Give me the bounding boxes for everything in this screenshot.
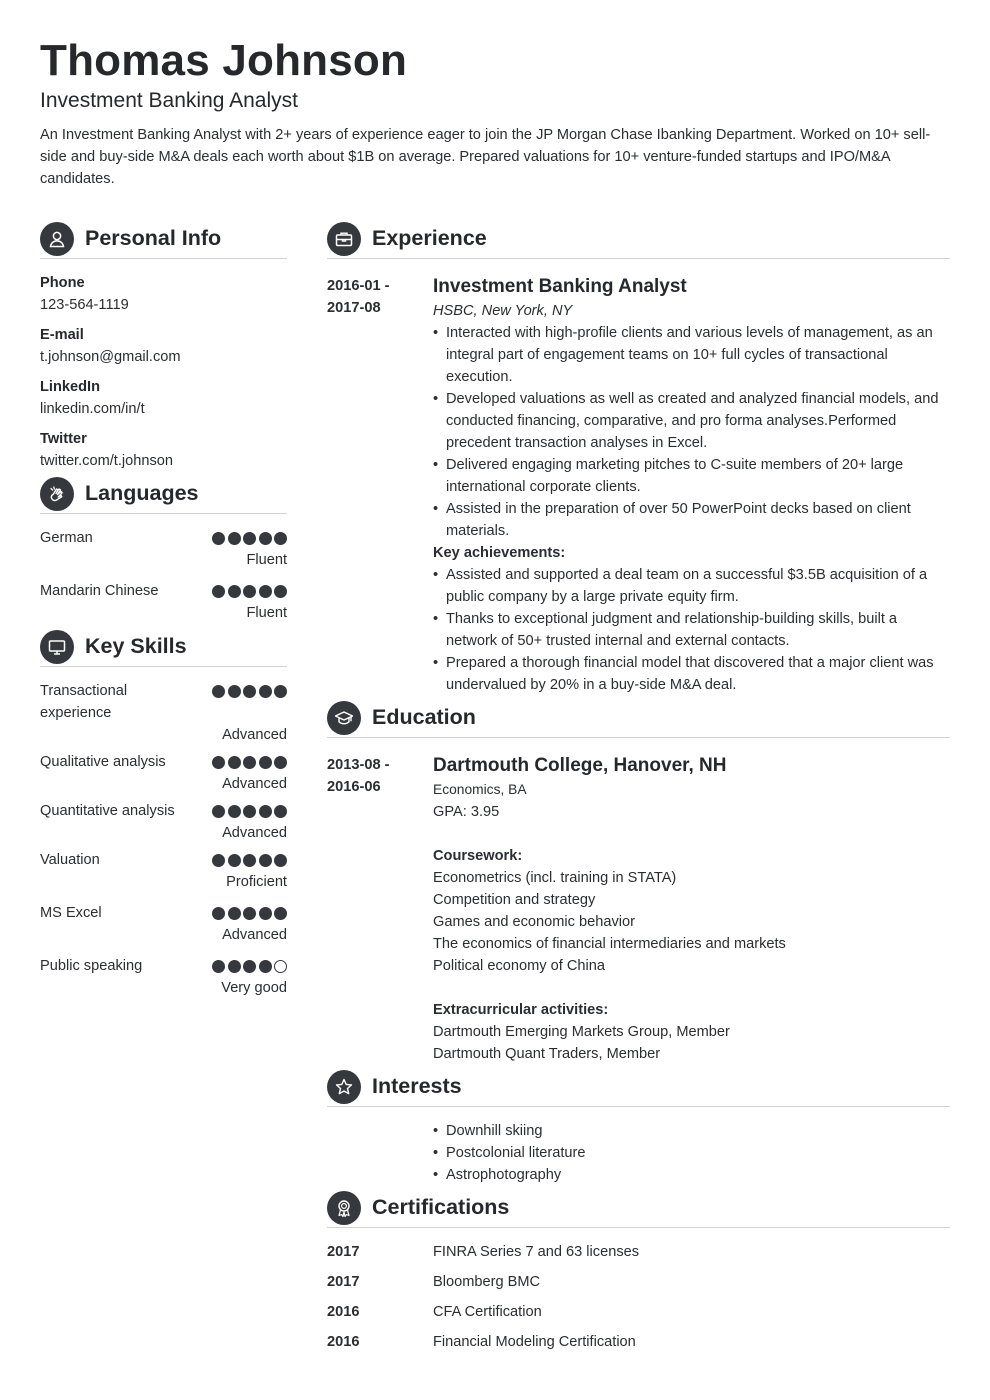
rating-dot-filled <box>228 805 241 818</box>
certification-row <box>327 1271 950 1293</box>
rating-dot-filled <box>274 854 287 867</box>
certification-row <box>327 1331 950 1353</box>
skill-item <box>40 902 287 946</box>
experience-body <box>433 275 950 696</box>
section-title: Interests <box>372 1074 462 1098</box>
section-title: Certifications <box>372 1195 510 1219</box>
rating-dot-filled <box>228 960 241 973</box>
coursework-item: Competition and strategy <box>433 892 596 908</box>
list-item: • Assisted in the preparation of over 50 PowerPoint decks based on client materials. <box>433 498 950 542</box>
skill-item <box>40 849 287 893</box>
cert-name: Financial Modeling Certification <box>433 1334 636 1350</box>
rating-dot-filled <box>228 756 241 769</box>
candidate-title: Investment Banking Analyst <box>40 89 298 112</box>
rating-dot-filled <box>259 585 272 598</box>
section-title: Languages <box>85 481 199 505</box>
monitor-icon <box>40 630 74 664</box>
cert-year: 2017 <box>327 1244 360 1260</box>
rating-dot-filled <box>274 907 287 920</box>
interests-heading <box>327 1067 950 1107</box>
rating-dot-filled <box>274 585 287 598</box>
star-icon <box>327 1070 361 1104</box>
skill-item <box>40 751 287 795</box>
twitter-value: twitter.com/t.johnson <box>40 453 174 469</box>
rating-dot-filled <box>212 685 225 698</box>
rating-dots <box>212 960 287 973</box>
education-dates <box>327 754 417 798</box>
key-skills-heading <box>40 627 287 667</box>
skill-name: Valuation <box>40 852 100 868</box>
skill-name: Public speaking <box>40 958 143 974</box>
rating-dot-filled <box>274 685 287 698</box>
interest-item: • Postcolonial literature <box>433 1142 950 1164</box>
skill-level: Advanced <box>222 825 287 841</box>
gpa: GPA: 3.95 <box>433 804 500 820</box>
rating-dot-filled <box>212 756 225 769</box>
rating-dot-filled <box>259 756 272 769</box>
rating-dot-filled <box>259 805 272 818</box>
rating-dot-filled <box>243 960 256 973</box>
section-title: Education <box>372 705 476 729</box>
rating-dot-filled <box>243 907 256 920</box>
rating-dot-filled <box>259 907 272 920</box>
cert-name: CFA Certification <box>433 1304 542 1320</box>
coursework-item: Political economy of China <box>433 958 605 974</box>
language-name: German <box>40 530 93 546</box>
rating-dot-filled <box>212 585 225 598</box>
skill-level: Advanced <box>222 927 287 943</box>
skill-level: Advanced <box>222 776 287 792</box>
date-start: 2013-08 - <box>327 757 390 773</box>
skill-item <box>40 800 287 844</box>
rating-dot-filled <box>274 532 287 545</box>
coursework-item: Games and economic behavior <box>433 914 635 930</box>
list-item: • Delivered engaging marketing pitches to C-suite members of 20+ large international corporate clients. <box>433 454 950 498</box>
rating-dots <box>212 532 287 545</box>
skill-name: Transactional experience <box>40 683 128 721</box>
skill-level: Proficient <box>226 874 287 890</box>
rating-dots <box>212 585 287 598</box>
achievements-label: Key achievements: <box>433 545 566 561</box>
skill-level: Very good <box>221 980 287 996</box>
extracurricular-item: Dartmouth Quant Traders, Member <box>433 1046 661 1062</box>
cert-year: 2016 <box>327 1304 360 1320</box>
rating-dots <box>212 756 287 769</box>
languages-heading <box>40 474 287 514</box>
education-heading <box>327 698 950 738</box>
rating-dot-filled <box>228 685 241 698</box>
coursework-item: The economics of financial intermediaries and markets <box>433 936 786 952</box>
certifications-heading <box>327 1188 950 1228</box>
rating-dot-filled <box>243 685 256 698</box>
skills-list <box>40 680 287 999</box>
twitter-label: Twitter <box>40 431 87 447</box>
extracurricular-label: Extracurricular activities: <box>433 1002 609 1018</box>
cert-name: Bloomberg BMC <box>433 1274 541 1290</box>
skill-item <box>40 680 287 746</box>
interests-list <box>433 1120 950 1186</box>
rating-dot-filled <box>259 532 272 545</box>
degree: Economics, BA <box>433 782 527 797</box>
list-item: • Prepared a thorough financial model that discovered that a major client was undervalued by 20% in a buy-side M&A deal. <box>433 652 950 696</box>
rating-dot-filled <box>274 805 287 818</box>
personal-info-list <box>40 272 287 480</box>
list-item: • Developed valuations as well as created and analyzed financial models, and conducted financing, comparative, and pro forma analyses.Performed precedent transaction analyses in Excel. <box>433 388 950 454</box>
rating-dot-filled <box>243 756 256 769</box>
responsibilities-list <box>433 322 950 542</box>
hand-gesture-icon <box>40 477 74 511</box>
skill-name: MS Excel <box>40 905 102 921</box>
personal-info-heading <box>40 219 287 259</box>
rating-dot-filled <box>228 907 241 920</box>
rating-dot-filled <box>243 532 256 545</box>
linkedin-label: LinkedIn <box>40 379 100 395</box>
user-icon <box>40 222 74 256</box>
rating-dot-filled <box>212 532 225 545</box>
rating-dot-filled <box>243 854 256 867</box>
rating-dots <box>212 685 287 698</box>
interest-item: • Astrophotography <box>433 1164 950 1186</box>
rating-dot-filled <box>212 805 225 818</box>
interests-body <box>433 1120 950 1186</box>
phone-label: Phone <box>40 275 85 291</box>
graduation-cap-icon <box>327 701 361 735</box>
rating-dot-filled <box>212 854 225 867</box>
education-body <box>433 754 950 1065</box>
linkedin-value: linkedin.com/in/t <box>40 401 145 417</box>
cert-year: 2017 <box>327 1274 360 1290</box>
school-name: Dartmouth College, Hanover, NH <box>433 755 727 776</box>
candidate-name: Thomas Johnson <box>40 36 408 85</box>
rating-dot-filled <box>228 854 241 867</box>
email-label: E-mail <box>40 327 84 343</box>
skill-level: Advanced <box>222 727 287 743</box>
list-item: • Thanks to exceptional judgment and relationship-building skills, built a network of 50+ trusted internal and external contacts. <box>433 608 950 652</box>
date-start: 2016-01 - <box>327 278 390 294</box>
rating-dots <box>212 854 287 867</box>
cert-year: 2016 <box>327 1334 360 1350</box>
interest-item: • Downhill skiing <box>433 1120 950 1142</box>
rating-dot-filled <box>259 960 272 973</box>
rating-dot-empty <box>274 960 287 973</box>
rating-dots <box>212 907 287 920</box>
language-level: Fluent <box>246 552 287 568</box>
cert-name: FINRA Series 7 and 63 licenses <box>433 1244 640 1260</box>
rating-dot-filled <box>259 685 272 698</box>
languages-list <box>40 527 287 624</box>
rating-dot-filled <box>274 756 287 769</box>
section-title: Experience <box>372 226 487 250</box>
coursework-label: Coursework: <box>433 848 523 864</box>
date-end: 2017-08 <box>327 300 381 316</box>
rating-dot-filled <box>228 532 241 545</box>
email-value: t.johnson@gmail.com <box>40 349 181 365</box>
company-name: HSBC, New York, NY <box>433 303 573 319</box>
achievements-list <box>433 564 950 696</box>
coursework-item: Econometrics (incl. training in STATA) <box>433 870 677 886</box>
rating-dot-filled <box>228 585 241 598</box>
section-title: Personal Info <box>85 226 222 250</box>
rating-dot-filled <box>212 960 225 973</box>
language-name: Mandarin Chinese <box>40 583 159 599</box>
skill-name: Quantitative analysis <box>40 803 175 819</box>
language-item <box>40 527 287 571</box>
certification-row <box>327 1301 950 1323</box>
skill-item <box>40 955 287 999</box>
experience-heading <box>327 219 950 259</box>
date-end: 2016-06 <box>327 779 381 795</box>
experience-dates <box>327 275 417 319</box>
award-ribbon-icon <box>327 1191 361 1225</box>
rating-dot-filled <box>259 854 272 867</box>
rating-dots <box>212 805 287 818</box>
rating-dot-filled <box>212 907 225 920</box>
certification-row <box>327 1241 950 1263</box>
list-item: • Interacted with high-profile clients and various levels of management, as an integral part of engagement teams on 10+ full cycles of transactional execution. <box>433 322 950 388</box>
rating-dot-filled <box>243 585 256 598</box>
phone-value: 123-564-1119 <box>40 297 129 313</box>
extracurricular-item: Dartmouth Emerging Markets Group, Member <box>433 1024 730 1040</box>
list-item: • Assisted and supported a deal team on a successful $3.5B acquisition of a public company by a large private equity firm. <box>433 564 950 608</box>
language-level: Fluent <box>246 605 287 621</box>
rating-dot-filled <box>243 805 256 818</box>
language-item <box>40 580 287 624</box>
profile-summary: An Investment Banking Analyst with 2+ years of experience eager to join the JP Morgan Chase Ibanking Department. Worked on 10+ sell-side and buy-side M&A deals each worth about $1B on average. Prepared valuations for 10+ venture-funded startups and IPO/M&A candidates. <box>40 127 931 187</box>
skill-name: Qualitative analysis <box>40 754 166 770</box>
section-title: Key Skills <box>85 634 187 658</box>
briefcase-icon <box>327 222 361 256</box>
role-title: Investment Banking Analyst <box>433 276 687 297</box>
